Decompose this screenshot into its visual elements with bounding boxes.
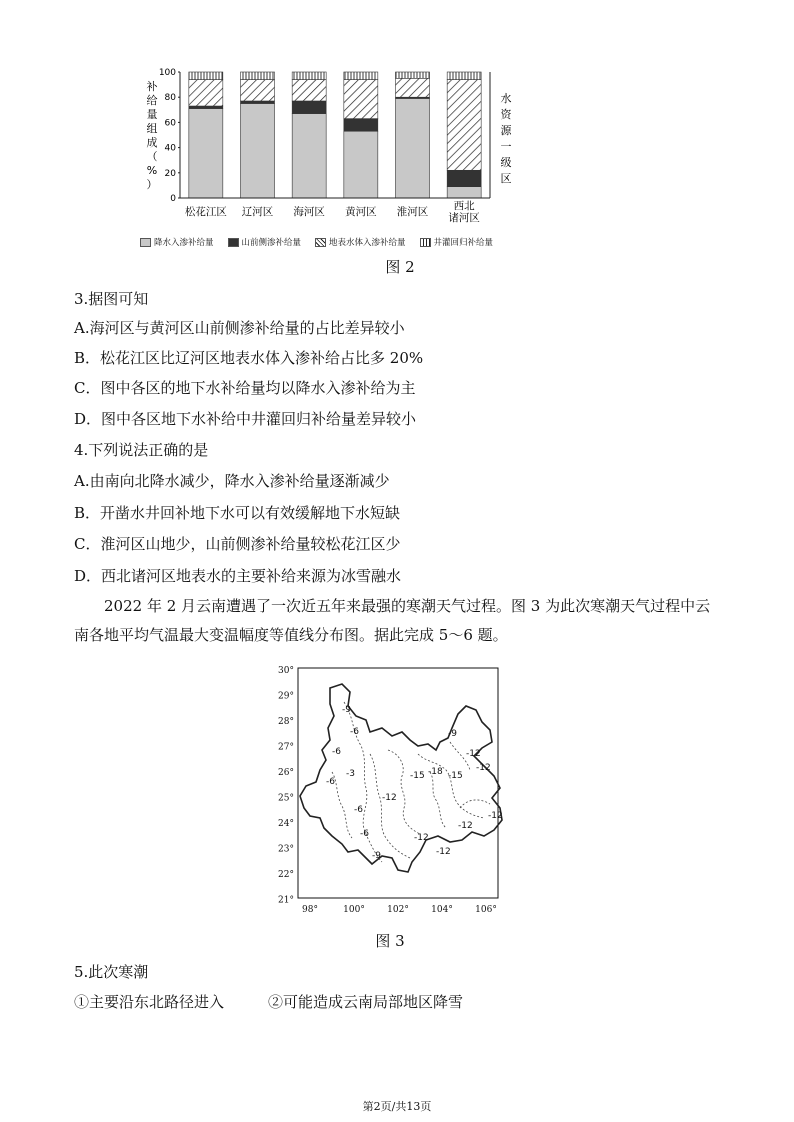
- y-tick-label-3: 60: [164, 118, 176, 129]
- x-tick-label-0: 松花江区: [184, 206, 227, 218]
- groundwater-recharge-chart: [140, 60, 540, 255]
- q5-option-2: ②可能造成云南局部地区降雪: [268, 993, 464, 1011]
- bar-surface-0: [189, 80, 223, 106]
- q3-option-a: A.海河区与黄河区山前侧渗补给量的占比差异较小: [74, 319, 405, 337]
- contour-label-7: -15: [448, 771, 463, 781]
- q4-option-a: A.由南向北降水减少，降水入渗补给量逐渐减少: [74, 472, 390, 490]
- q5-option-1: ①主要沿东北路径进入: [74, 993, 225, 1011]
- legend-rain: 降水入渗补给量: [154, 238, 214, 248]
- q4-option-b: B．开凿水井回补地下水可以有效缓解地下水短缺: [74, 504, 401, 522]
- figure-2-caption: 图 2: [385, 258, 415, 276]
- lat-label-0: 30°: [278, 666, 294, 676]
- lon-label-1: 100°: [343, 905, 365, 915]
- q5-stem: 5.此次寒潮: [74, 963, 149, 981]
- lon-label-3: 104°: [431, 905, 453, 915]
- y-tick-label-1: 20: [164, 168, 176, 179]
- x-tick-label-2: 海河区: [293, 206, 325, 218]
- x-tick-label-5: 西北诸河区: [448, 200, 480, 224]
- lat-label-3: 27°: [278, 742, 294, 753]
- y-tick-label-4: 80: [164, 93, 176, 104]
- legend-swatch-rain: [140, 238, 151, 247]
- intro-paragraph: 2022 年 2 月云南遭遇了一次近五年来最强的寒潮天气过程。图 3 为此次寒潮天气过程中云南各地平均气温最大变温幅度等值线分布图。据此完成 5～6 题。: [74, 597, 711, 644]
- lat-label-8: 22°: [278, 870, 294, 880]
- contour-label-0: -9: [342, 705, 351, 715]
- legend-swatch-mountain: [228, 238, 239, 247]
- lon-label-4: 106°: [475, 905, 497, 915]
- y-tick-label-2: 40: [164, 143, 176, 154]
- contour-label-13: -9: [372, 851, 381, 861]
- legend-surface: 地表水体入渗补给量: [329, 238, 406, 248]
- bar-mountain-0: [189, 106, 223, 109]
- bar-well-1: [241, 72, 275, 80]
- contour-label-2: -9: [448, 729, 457, 739]
- bar-rain-0: [189, 109, 223, 198]
- contour-lines: [332, 702, 490, 862]
- contour-label-8: -12: [466, 749, 481, 759]
- bar-surface-5: [447, 80, 481, 171]
- contour-label-10: -6: [326, 777, 335, 787]
- bar-mountain-1: [241, 101, 275, 104]
- bar-rain-4: [396, 98, 430, 198]
- legend-swatch-surface: [315, 238, 326, 247]
- q3-option-c: C．图中各区的地下水补给量均以降水入渗补给为主: [74, 379, 416, 397]
- page-footer: 第2页/共13页: [362, 1100, 432, 1113]
- lon-label-0: 98°: [302, 905, 318, 915]
- contour-label-1: -6: [350, 727, 359, 737]
- q3-option-d: D．图中各区地下水补给中井灌回归补给量差异较小: [74, 410, 417, 428]
- right-axis-label: 水资源一级区: [500, 92, 512, 185]
- bar-surface-2: [292, 80, 326, 101]
- contour-label-6: -18: [428, 767, 443, 777]
- q3-stem: 3.据图可知: [74, 290, 149, 308]
- legend-swatch-well: [420, 238, 431, 247]
- bar-surface-3: [344, 80, 378, 119]
- bar-surface-4: [396, 78, 430, 97]
- lat-label-6: 24°: [278, 819, 294, 829]
- contour-label-14: -12: [476, 763, 491, 773]
- contour-label-9: -12: [382, 793, 397, 803]
- figure-3-caption: 图 3: [375, 932, 405, 950]
- bar-rain-3: [344, 131, 378, 198]
- bar-well-5: [447, 72, 481, 80]
- x-tick-label-1: 辽河区: [241, 206, 274, 218]
- q4-stem: 4.下列说法正确的是: [74, 441, 209, 459]
- q4-option-c: C．淮河区山地少，山前侧渗补给量较松花江区少: [74, 535, 401, 553]
- q4-option-d: D．西北诸河区地表水的主要补给来源为冰雪融水: [74, 567, 402, 585]
- bar-well-3: [344, 72, 378, 80]
- bar-rain-2: [292, 114, 326, 198]
- bar-mountain-2: [292, 101, 326, 114]
- contour-label-18: -12: [436, 847, 451, 857]
- contour-label-3: -6: [332, 747, 341, 757]
- bar-rain-1: [241, 104, 275, 199]
- contour-label-12: -6: [360, 829, 369, 839]
- y-tick-label-0: 0: [170, 194, 176, 204]
- contour-label-15: -12: [414, 833, 429, 843]
- y-axis-label: 补给量组成（%）: [146, 80, 158, 191]
- contour-label-17: -12: [488, 811, 503, 821]
- legend-mountain: 山前侧渗补给量: [241, 238, 302, 248]
- lat-label-7: 23°: [278, 844, 294, 855]
- contour-label-4: -3: [346, 769, 355, 779]
- y-tick-label-5: 100: [158, 68, 176, 78]
- lat-label-1: 29°: [278, 691, 294, 702]
- bar-well-4: [396, 72, 430, 78]
- contour-label-16: -12: [458, 821, 473, 831]
- lon-label-2: 102°: [387, 905, 409, 915]
- q3-option-b: B．松花江区比辽河区地表水体入渗补给占比多 20%: [74, 349, 424, 367]
- lat-label-9: 21°: [278, 895, 294, 906]
- lat-label-4: 26°: [278, 768, 294, 778]
- lat-label-5: 25°: [278, 793, 294, 804]
- bar-mountain-3: [344, 119, 378, 132]
- lat-label-2: 28°: [278, 717, 294, 727]
- yunnan-temperature-map: [270, 658, 510, 918]
- contour-label-11: -6: [354, 805, 363, 815]
- x-tick-label-3: 黄河区: [345, 206, 377, 218]
- bar-mountain-5: [447, 170, 481, 186]
- legend-well: 井灌回归补给量: [433, 238, 494, 248]
- contour-label-5: -15: [410, 771, 425, 781]
- chart-legend: [140, 236, 493, 248]
- bar-rain-5: [447, 187, 481, 198]
- bar-surface-1: [241, 80, 275, 101]
- bar-well-0: [189, 72, 223, 80]
- x-tick-label-4: 淮河区: [396, 206, 429, 218]
- bar-well-2: [292, 72, 326, 80]
